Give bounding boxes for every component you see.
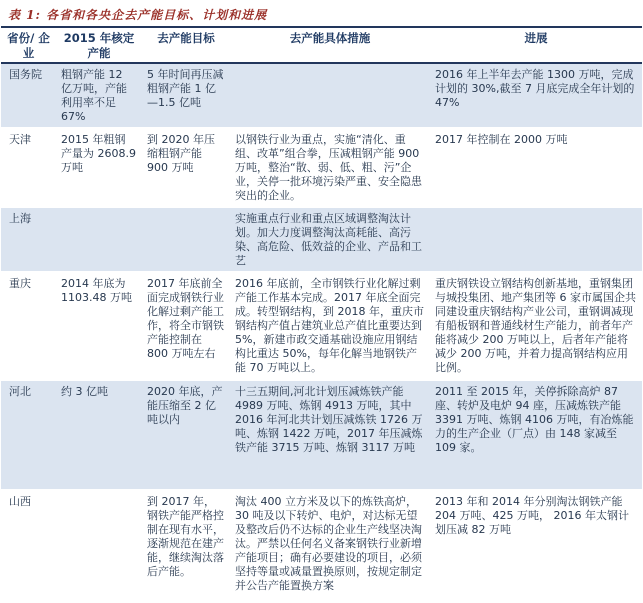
cell-progress: 重庆钢铁设立钢结构创新基地，重钢集团与城投集团、地产集团等 6 家市属国企共同建设重庆钢结构产业公司，重钢调减现有船板钢和普通线材生产能力，前者年产能将减少 200 万吨以上，后者年产能将减少 200 万吨，并着力提高钢结构应用比例。 [430,272,642,380]
col-header-measures: 去产能具体措施 [230,28,430,63]
cell-progress: 2016 年上半年去产能 1300 万吨，完成计划的 30%,截至 7 月底完成全年计划的 47% [430,63,642,128]
cell-province: 河北 [1,380,56,490]
cell-measures: 淘汰 400 立方米及以下的炼铁高炉，30 吨及以下转炉、电炉，对达标无望及整改后仍不达标的企业生产线坚决淘汰。严禁以任何名义备案钢铁行业新增产能项目；确有必要建设的项目，必须坚持等量或减量置换原则，按规定制定并公告产能置换方案 [230,490,430,602]
capacity-reduction-table [1,28,642,603]
cell-target: 到 2020 年压缩粗钢产能 900 万吨 [142,128,230,207]
cell-capacity-2015: 2014 年底为 1103.48 万吨 [56,272,142,380]
cell-province: 天津 [1,128,56,207]
cell-measures: 以钢铁行业为重点，实施“清化、重组、改革”组合拳，压减粗钢产能 900 万吨，整治“散、弱、低、粗、污”企业，关停一批环境污染严重、安全隐患突出的企业。 [230,128,430,207]
table-row [1,128,642,207]
cell-province: 重庆 [1,272,56,380]
cell-province: 山西 [1,490,56,602]
cell-target [142,207,230,272]
cell-progress: 2017 年控制在 2000 万吨 [430,128,642,207]
col-header-target: 去产能目标 [142,28,230,63]
cell-target: 2020 年底，产能压缩至 2 亿吨以内 [142,380,230,490]
cell-capacity-2015: 约 3 亿吨 [56,380,142,490]
table-row [1,380,642,490]
cell-measures: 2016 年底前，全市钢铁行业化解过剩产能工作基本完成。2017 年底全面完成。转型钢结构，到 2018 年，重庆市钢结构产值占建筑业总产值比重要达到 5%，新建市政交通基础设施应用钢结构比重达 50%，每年化解当地钢铁产能 70 万吨以上。 [230,272,430,380]
cell-capacity-2015 [56,207,142,272]
cell-progress: 2013 年和 2014 年分别淘汰钢铁产能 204 万吨、425 万吨， 2016 年太钢计划压减 82 万吨 [430,490,642,602]
col-header-capacity-2015: 2015 年核定 产能 [56,28,142,63]
cell-province: 国务院 [1,63,56,128]
cell-target: 5 年时间再压减粗钢产能 1 亿—1.5 亿吨 [142,63,230,128]
cell-capacity-2015: 2015 年粗钢产量为 2608.9 万吨 [56,128,142,207]
cell-target: 2017 年底前全面完成钢铁行业化解过剩产能工作，将全市钢铁产能控制在 800 万吨左右 [142,272,230,380]
cell-target: 到 2017 年，钢铁产能严格控制在现有水平，逐渐规范在建产能，继续淘汰落后产能。 [142,490,230,602]
cell-capacity-2015: 粗钢产能 12 亿万吨，产能利用率不足 67% [56,63,142,128]
cell-measures: 实施重点行业和重点区域调整淘汰计划。加大力度调整淘汰高耗能、高污染、高危险、低效益的企业、产品和工艺 [230,207,430,272]
cell-capacity-2015 [56,490,142,602]
cell-measures: 十三五期间,河北计划压减炼铁产能 4989 万吨、炼钢 4913 万吨，其中 2016 年河北共计划压减炼铁 1726 万吨、炼钢 1422 万吨，2017 年压减炼铁产能 3715 万吨、炼钢 3117 万吨 [230,380,430,490]
col-header-progress: 进展 [430,28,642,63]
cell-province: 上海 [1,207,56,272]
table-row [1,490,642,602]
cell-measures [230,63,430,128]
table-row [1,207,642,272]
table-row [1,272,642,380]
table-row [1,63,642,128]
col-header-province: 省份/ 企业 [1,28,56,63]
table-title: 表 1: 各省和各央企去产能目标、计划和进展 [1,4,642,28]
cell-progress: 2011 至 2015 年，关停拆除高炉 87 座、转炉及电炉 94 座，压减炼铁产能 3391 万吨、炼钢 4106 万吨，有冶炼能力的生产企业（厂点）由 148 家减至 109 家。 [430,380,642,490]
cell-progress [430,207,642,272]
table-header-row [1,28,642,63]
